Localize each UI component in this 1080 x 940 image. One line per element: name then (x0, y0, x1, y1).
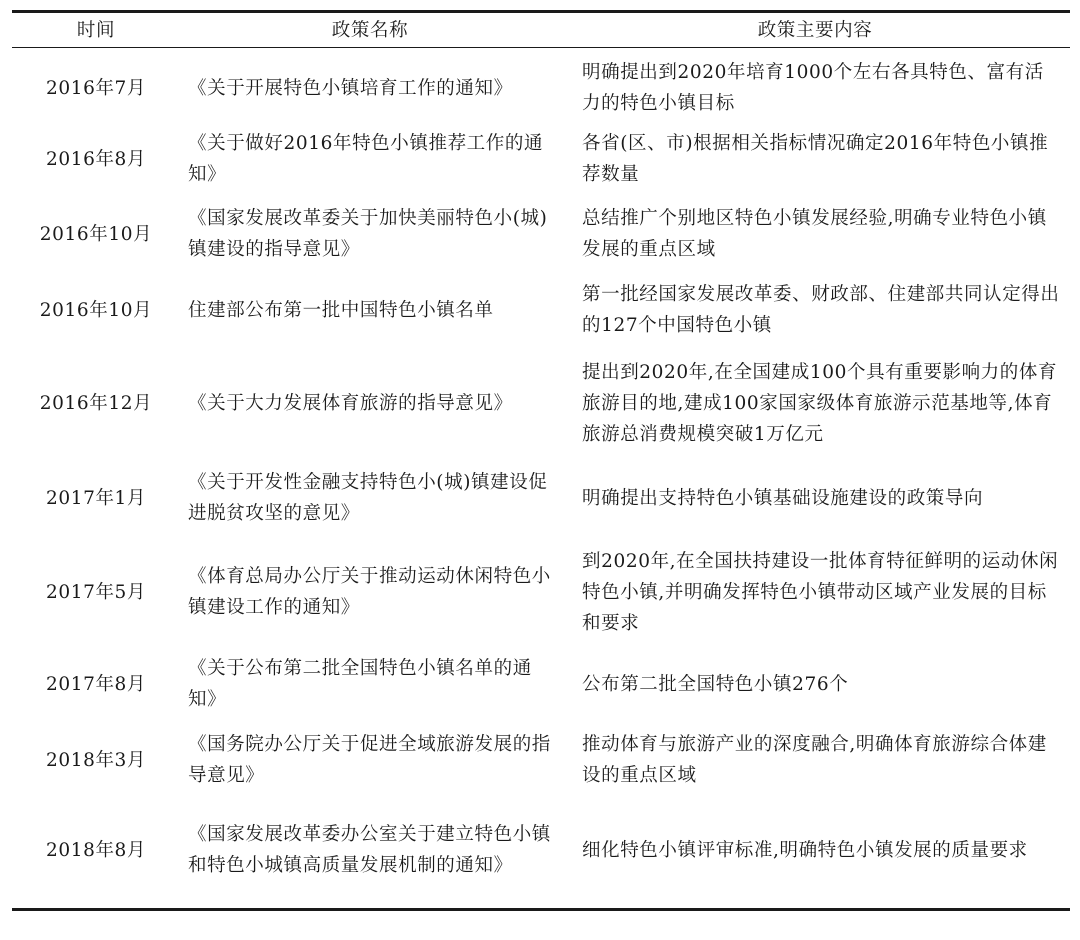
row-policy-content: 提出到2020年,在全国建成100个具有重要影响力的体育旅游目的地,建成100家国家级体育旅游示范基地等,体育旅游总消费规模突破1万亿元 (582, 361, 1058, 445)
row-policy-name: 《关于公布第二批全国特色小镇名单的通知》 (188, 658, 532, 710)
header-date: 时间 (76, 19, 116, 41)
row-policy-name: 《国务院办公厅关于促进全域旅游发展的指导意见》 (188, 734, 551, 786)
row-date: 2017年8月 (45, 673, 147, 695)
table-row (12, 798, 1070, 902)
table-header (12, 13, 1070, 47)
row-policy-content: 明确提出支持特色小镇基础设施建设的政策导向 (582, 487, 984, 509)
policy-table (12, 10, 1070, 911)
row-date: 2017年5月 (45, 581, 147, 603)
row-policy-content: 细化特色小镇评审标准,明确特色小镇发展的质量要求 (582, 839, 1028, 861)
table-row (12, 272, 1070, 348)
table-body (12, 48, 1070, 908)
row-date: 2016年12月 (39, 392, 153, 414)
row-policy-name: 《关于大力发展体育旅游的指导意见》 (188, 392, 513, 414)
row-date: 2018年3月 (45, 749, 147, 771)
row-date: 2016年10月 (39, 299, 153, 321)
table-row (12, 458, 1070, 538)
table-row (12, 348, 1070, 458)
row-policy-content: 总结推广个别地区特色小镇发展经验,明确专业特色小镇发展的重点区域 (582, 208, 1047, 260)
row-policy-name: 住建部公布第一批中国特色小镇名单 (188, 299, 494, 321)
row-policy-name: 《关于开展特色小镇培育工作的通知》 (188, 77, 513, 99)
table-row (12, 538, 1070, 646)
row-date: 2016年8月 (45, 148, 147, 170)
row-policy-name: 《体育总局办公厅关于推动运动休闲特色小镇建设工作的通知》 (188, 566, 551, 618)
row-policy-content: 明确提出到2020年培育1000个左右各具特色、富有活力的特色小镇目标 (582, 62, 1044, 114)
row-policy-name: 《关于做好2016年特色小镇推荐工作的通知》 (188, 133, 544, 185)
row-date: 2017年1月 (45, 487, 147, 509)
table-row (12, 646, 1070, 722)
bottom-rule (12, 908, 1070, 911)
row-policy-content: 公布第二批全国特色小镇276个 (582, 673, 849, 695)
row-policy-content: 到2020年,在全国扶持建设一批体育特征鲜明的运动休闲特色小镇,并明确发挥特色小镇带动区域产业发展的目标和要求 (582, 550, 1059, 634)
row-policy-content: 第一批经国家发展改革委、财政部、住建部共同认定得出的127个中国特色小镇 (582, 284, 1060, 336)
table-row (12, 722, 1070, 798)
row-date: 2016年10月 (39, 223, 153, 245)
row-policy-name: 《国家发展改革委关于加快美丽特色小(城)镇建设的指导意见》 (188, 208, 548, 260)
row-date: 2016年7月 (45, 77, 147, 99)
row-policy-content: 各省(区、市)根据相关指标情况确定2016年特色小镇推荐数量 (582, 133, 1049, 185)
table-row (12, 122, 1070, 196)
row-policy-name: 《关于开发性金融支持特色小(城)镇建设促进脱贫攻坚的意见》 (188, 472, 548, 524)
table-row (12, 196, 1070, 272)
row-date: 2018年8月 (45, 839, 147, 861)
table-row (12, 54, 1070, 122)
header-content: 政策主要内容 (757, 19, 873, 41)
row-policy-name: 《国家发展改革委办公室关于建立特色小镇和特色小城镇高质量发展机制的通知》 (188, 824, 551, 876)
row-policy-content: 推动体育与旅游产业的深度融合,明确体育旅游综合体建设的重点区域 (582, 734, 1047, 786)
header-name: 政策名称 (331, 19, 409, 41)
